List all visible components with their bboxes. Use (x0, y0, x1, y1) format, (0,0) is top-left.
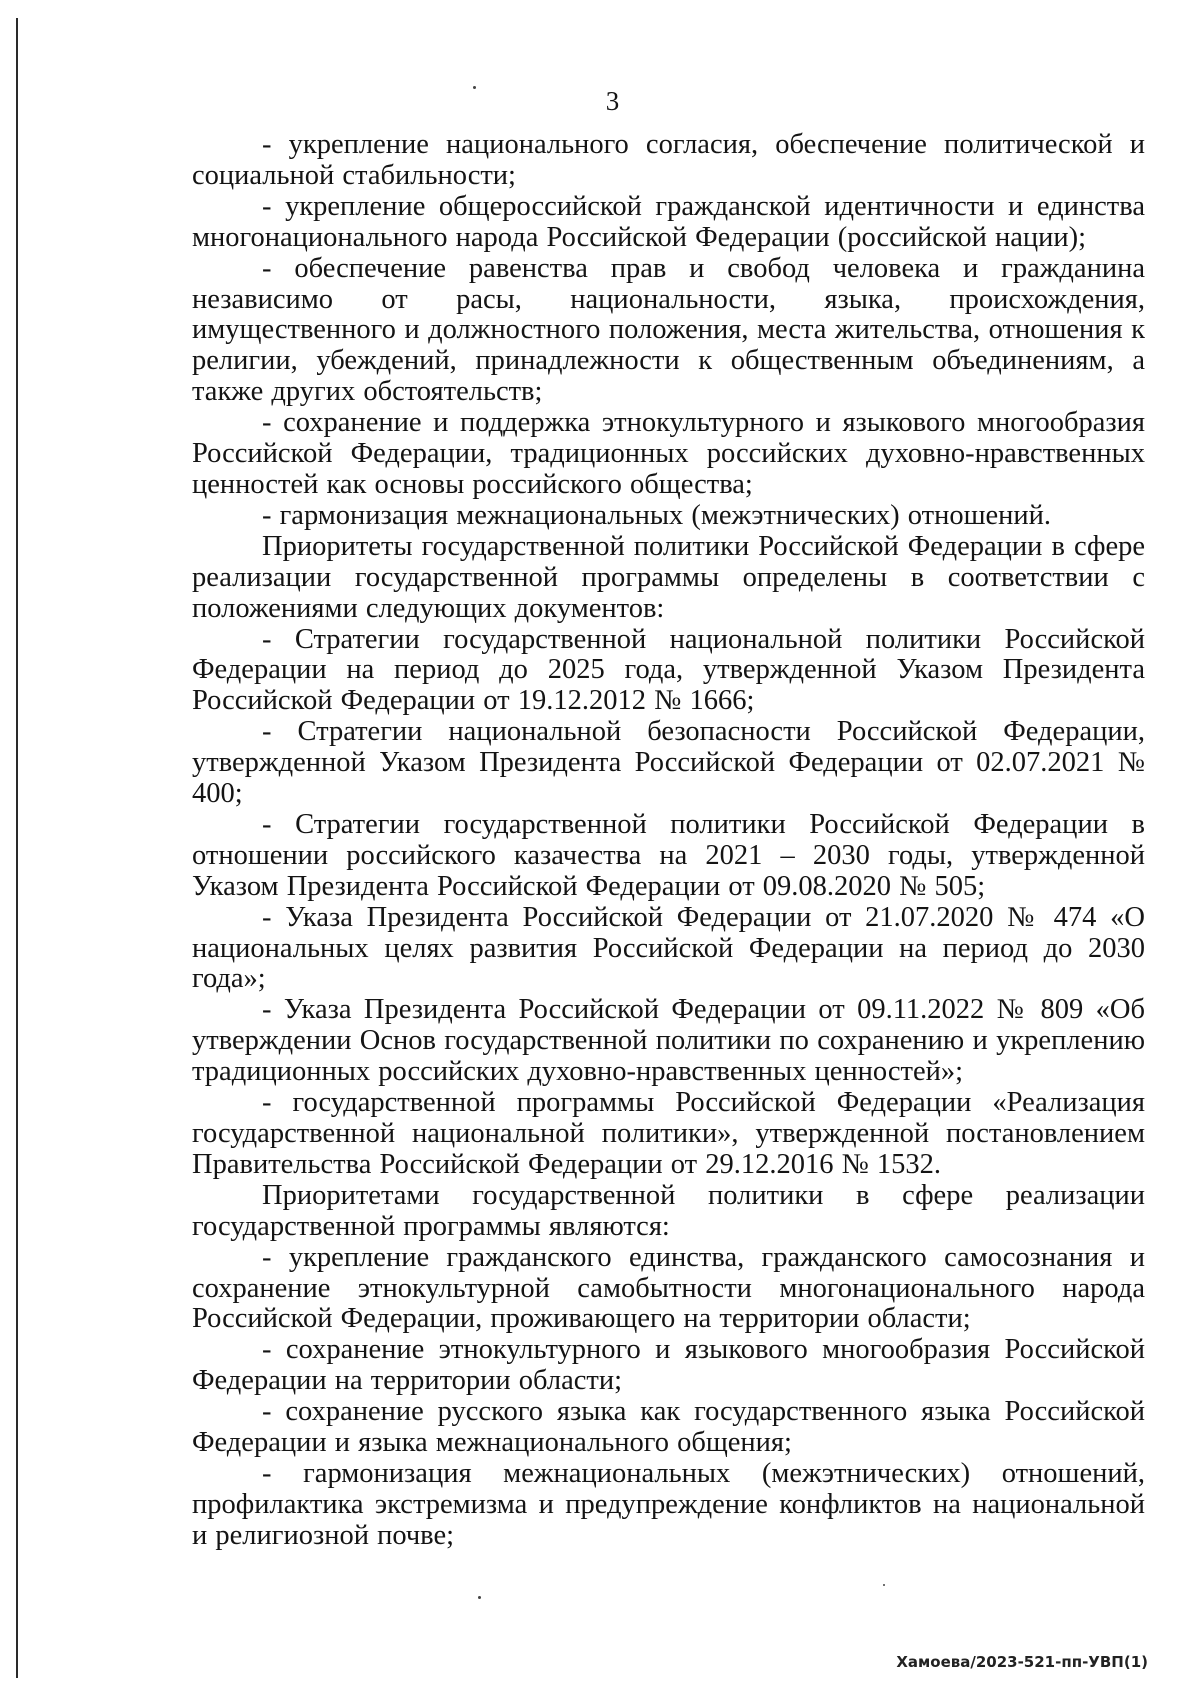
paragraph: - Стратегии государственной политики Российской Федерации в отношении российского казачества на 2021 – 2030 годы, утвержденной Указом Президента Российской Федерации от 09.08.2020 № 505; (192, 808, 1145, 902)
paragraph: - гармонизация межнациональных (межэтнических) отношений. (262, 499, 1052, 531)
paragraph: Приоритеты государственной политики Российской Федерации в сфере реализации государственной программы определены в соответствии с положениями следующих документов: (192, 530, 1145, 624)
paragraph: - сохранение и поддержка этнокультурного и языкового многообразия Российской Федерации, традиционных российских духовно-нравственных ценностей как основы российского общества; (192, 407, 1145, 500)
paragraph: - Стратегии государственной национальной политики Российской Федерации на период до 2025 года, утвержденной Указом Президента Российской Федерации от 19.12.2012 № 1666; (192, 623, 1145, 717)
paragraph: Приоритетами государственной политики в сфере реализации государственной программы являются: (192, 1179, 1145, 1242)
paragraph: - укрепление общероссийской гражданской идентичности и единства многонационального народа Российской Федерации (российской нации); (192, 190, 1145, 253)
paragraph: - Стратегии национальной безопасности Российской Федерации, утвержденной Указом Президента Российской Федерации от 02.07.2021 № 400; (192, 716, 1145, 810)
scan-edge-line (16, 18, 18, 1678)
paragraph: - гармонизация межнациональных (межэтнических) отношений, профилактика экстремизма и предупреждение конфликтов на национальной и религиозной почве; (192, 1457, 1145, 1551)
scan-speck (478, 1596, 481, 1599)
document-registration-code: Хамоева/2023-521-пп-УВП(1) (896, 1653, 1148, 1671)
paragraph: - государственной программы Российской Федерации «Реализация государственной национальной политики», утвержденной постановлением Правительства Российской Федерации от 29.12.2016 № 1532. (192, 1087, 1145, 1180)
paragraph: - сохранение этнокультурного и языкового многообразия Российской Федерации на территории области; (192, 1334, 1145, 1397)
paragraph: - Указа Президента Российской Федерации от 21.07.2020 № 474 «О национальных целях развития Российской Федерации на период до 2030 года»; (192, 901, 1145, 995)
paragraph: - обеспечение равенства прав и свобод человека и гражданина независимо от расы, национальности, языка, происхождения, имущественного и должностного положения, места жительства, отношения к религии, убеждений, принадлежности к общественным объединениям, а также других обстоятельств; (192, 252, 1145, 408)
paragraph: - укрепление гражданского единства, гражданского самосознания и сохранение этнокультурной самобытности многонационального народа Российской Федерации, проживающего на территории области; (192, 1241, 1145, 1335)
page-number: 3 (605, 86, 620, 116)
paragraph: - укрепление национального согласия, обеспечение политической и социальной стабильности; (192, 129, 1145, 191)
paragraph: - Указа Президента Российской Федерации от 09.11.2022 № 809 «Об утверждении Основ государственной политики по сохранению и укреплению традиционных российских духовно-нравственных ценностей»; (192, 994, 1145, 1088)
scan-speck (883, 1584, 885, 1586)
document-body (192, 130, 1145, 1552)
paragraph: - сохранение русского языка как государственного языка Российской Федерации и языка межнационального общения; (192, 1396, 1145, 1459)
